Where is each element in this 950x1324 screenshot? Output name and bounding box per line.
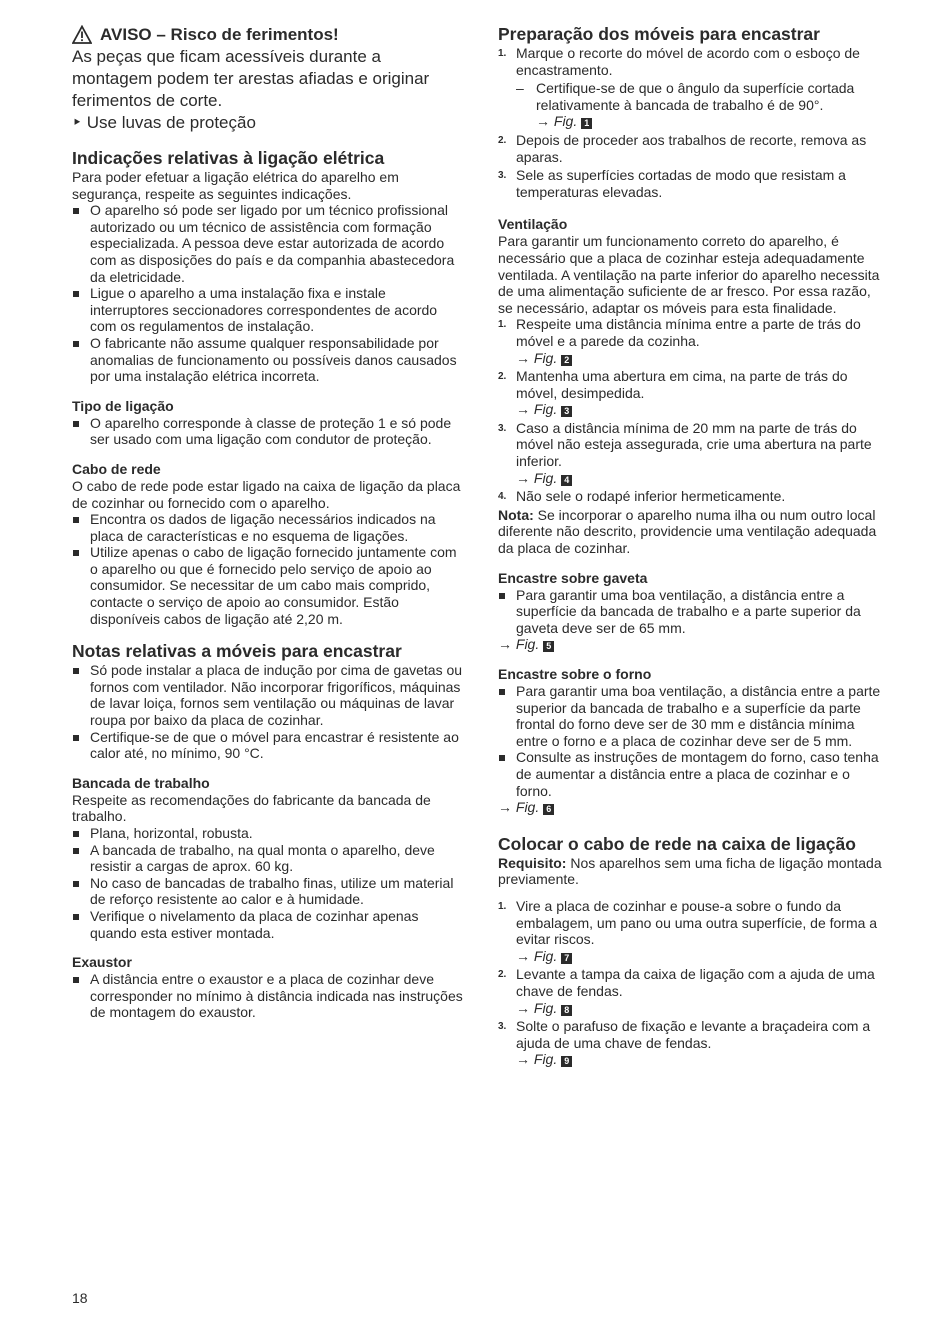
list-item: No caso de bancadas de trabalho finas, utilize um material de reforço resistente ao calor e à humidade. — [72, 875, 464, 908]
numbered-step — [498, 167, 888, 200]
step-number: 3. — [498, 170, 507, 182]
step-number: 3. — [498, 1021, 507, 1033]
sub-step: – Certifique-se de que o ângulo da superfície cortada relativamente à bancada de trabalho é de 90°. — [516, 80, 888, 113]
figure-number-badge: 7 — [561, 953, 572, 964]
figure-number-badge: 3 — [561, 406, 572, 417]
figure-label: → Fig. — [536, 113, 578, 130]
drawer-list — [498, 587, 888, 637]
subheading-extractor: Exaustor — [72, 954, 132, 971]
figure-label: → Fig. — [516, 401, 558, 418]
warning-triangle-icon — [72, 25, 92, 45]
step-text: Não sele o rodapé inferior hermeticamente. — [516, 488, 786, 505]
requirement-label: Requisito: — [498, 854, 567, 871]
list-item: Verifique o nivelamento da placa de cozinhar apenas quando esta estiver montada. — [72, 908, 464, 941]
list-item: Ligue o aparelho a uma instalação fixa e instale interruptores seccionadores correspondentes de acordo com os regulamentos de instalação. — [72, 285, 464, 335]
note-label: Nota: — [498, 506, 534, 523]
step-number: 2. — [498, 371, 507, 383]
subheading-ventilation: Ventilação — [498, 216, 568, 233]
figure-label: → Fig. — [498, 636, 540, 653]
worktop-intro: Respeite as recomendações do fabricante da bancada de trabalho. — [72, 791, 431, 825]
figure-label: → Fig. — [516, 349, 558, 366]
numbered-step — [498, 1018, 888, 1068]
electrical-intro: Para poder efetuar a ligação elétrica do aparelho em segurança, respeite as seguintes indicações. — [72, 169, 399, 202]
list-item: Só pode instalar a placa de indução por cima de gavetas ou fornos com ventilador. Não incorporar frigoríficos, máquinas de lavar loiça, fornos sem ventilação ou máquinas de lavar roupa por baixo da placa de cozinhar. — [72, 662, 464, 728]
right-column — [498, 24, 888, 1070]
requirement-text: Nos aparelhos sem uma ficha de ligação montada previamente. — [498, 854, 882, 888]
list-item: A bancada de trabalho, na qual monta o aparelho, deve resistir a cargas de aprox. 60 kg. — [72, 842, 464, 875]
figure-number-badge: 6 — [543, 804, 554, 815]
subheading-worktop: Bancada de trabalho — [72, 774, 210, 791]
step-number: 2. — [498, 134, 507, 146]
numbered-step — [498, 368, 888, 418]
step-number: 3. — [498, 422, 507, 434]
step-text: Solte o parafuso de fixação e levante a braçadeira com a ajuda de uma chave de fendas. — [516, 1018, 871, 1051]
figure-number-badge: 5 — [543, 641, 554, 652]
numbered-step — [498, 898, 888, 964]
figure-label: → Fig. — [516, 947, 558, 964]
figure-reference — [516, 113, 888, 130]
figure-label: → Fig. — [516, 999, 558, 1016]
note-text: Se incorporar o aparelho numa ilha ou num outro local diferente não descrito, providencie uma ventilação adequada da placa de cozinhar. — [498, 506, 877, 557]
connection-type-list — [72, 415, 464, 448]
warning-title: AVISO – Risco de ferimentos! — [100, 25, 339, 44]
section-heading-furniture: Notas relativas a móveis para encastrar — [72, 641, 402, 662]
step-text: Marque o recorte do móvel de acordo com o esboço de encastramento. — [516, 45, 860, 78]
list-item: Para garantir uma boa ventilação, a distância entre a parte superior da bancada de trabalho e a superfície da parte frontal do forno deve ser de 30 mm e distância mínima entre o forno e a placa de cozinhar deve ser de 5 mm. — [498, 683, 888, 749]
subheading-mains-cable: Cabo de rede — [72, 460, 161, 477]
figure-reference — [498, 636, 888, 653]
section-heading-cable: Colocar o cabo de rede na caixa de ligação — [498, 833, 856, 854]
figure-number-badge: 1 — [581, 118, 592, 129]
list-item: O fabricante não assume qualquer responsabilidade por anomalias de funcionamento ou possíveis danos causados por uma instalação elétrica incorreta. — [72, 335, 464, 385]
list-item: Utilize apenas o cabo de ligação fornecido juntamente com o aparelho ou que é fornecido pelo serviço de apoio ao consumidor. Se necessitar de um cabo mais comprido, contacte o serviço de apoio ao consumidor. Estão disponíveis cabos de ligação até 2,20 m. — [72, 544, 464, 627]
list-item: Para garantir uma boa ventilação, a distância entre a superfície da bancada de trabalho e a parte superior da gaveta deve ser de 65 mm. — [498, 587, 888, 637]
mains-cable-list — [72, 511, 464, 627]
cable-steps — [498, 898, 888, 1068]
furniture-list — [72, 662, 464, 762]
subheading-connection-type: Tipo de ligação — [72, 397, 174, 414]
step-text: Depois de proceder aos trabalhos de recorte, remova as aparas. — [516, 131, 867, 165]
figure-label: → Fig. — [516, 1051, 558, 1068]
figure-reference — [516, 401, 888, 418]
figure-label: → Fig. — [516, 469, 558, 486]
section-heading-electrical: Indicações relativas à ligação elétrica — [72, 148, 385, 168]
mains-cable-intro: O cabo de rede pode estar ligado na caixa de ligação da placa de cozinhar ou fornecido com o aparelho. — [72, 477, 461, 511]
figure-reference — [498, 799, 888, 816]
step-number: 1. — [498, 48, 507, 59]
figure-reference — [516, 1051, 888, 1068]
cable-requirement — [498, 855, 888, 888]
step-number: 2. — [498, 969, 507, 981]
numbered-step — [498, 966, 888, 1016]
list-item: Certifique-se de que o móvel para encastrar é resistente ao calor até, no mínimo, 90 °C. — [72, 729, 464, 762]
warning-heading — [72, 24, 464, 46]
figure-number-badge: 9 — [561, 1056, 572, 1067]
step-text: Levante a tampa da caixa de ligação com a ajuda de uma chave de fendas. — [516, 966, 875, 999]
numbered-step — [498, 488, 888, 505]
oven-list — [498, 683, 888, 799]
warning-step: ‣ Use luvas de proteção — [72, 113, 256, 132]
list-item: A distância entre o exaustor e a placa de cozinhar deve corresponder no mínimo à distância indicada nas instruções de montagem do exaustor. — [72, 971, 464, 1021]
step-number: 4. — [498, 491, 507, 503]
step-number: 1. — [498, 319, 507, 331]
step-number: 1. — [498, 900, 507, 912]
figure-number-badge: 8 — [561, 1005, 572, 1016]
figure-reference — [516, 948, 888, 965]
step-text: Respeite uma distância mínima entre a parte de trás do móvel e a parede da cozinha. — [516, 316, 861, 349]
numbered-step — [498, 316, 888, 366]
subheading-drawer: Encastre sobre gaveta — [498, 569, 648, 586]
list-item: Plana, horizontal, robusta. — [72, 825, 464, 842]
step-text: Caso a distância mínima de 20 mm na parte de trás do móvel não esteja assegurada, crie uma abertura na parte inferior. — [516, 419, 872, 470]
ventilation-intro: Para garantir um funcionamento correto do aparelho, é necessário que a placa de cozinhar esteja adequadamente ventilada. A ventilação na parte inferior do aparelho necessita de uma alimentação suficiente de ar fresco. Por essa razão, se necessário, adaptar os móveis para esta finalidade. — [498, 233, 880, 316]
page-number: 18 — [72, 1290, 88, 1306]
figure-reference — [516, 350, 888, 367]
preparation-steps — [498, 45, 888, 200]
list-item: O aparelho corresponde à classe de proteção 1 e só pode ser usado com uma ligação com condutor de proteção. — [72, 415, 464, 448]
section-heading-preparation: Preparação dos móveis para encastrar — [498, 24, 820, 44]
numbered-step — [498, 132, 888, 165]
list-item: O aparelho só pode ser ligado por um técnico profissional autorizado ou um técnico de assistência com formação especializada. A pessoa deve estar autorizada de acordo com as disposições do país e da companhia abastecedora da eletricidade. — [72, 202, 464, 285]
figure-reference — [516, 1000, 888, 1017]
subheading-oven: Encastre sobre o forno — [498, 666, 652, 682]
ventilation-steps — [498, 316, 888, 505]
step-text: Mantenha uma abertura em cima, na parte de trás do móvel, desimpedida. — [516, 368, 848, 401]
figure-number-badge: 4 — [561, 475, 572, 486]
list-item: Consulte as instruções de montagem do forno, caso tenha de aumentar a distância entre a placa de cozinhar e o forno. — [498, 749, 888, 799]
list-item: Encontra os dados de ligação necessários indicados na placa de características e no esquema de ligações. — [72, 511, 464, 544]
figure-number-badge: 2 — [561, 355, 572, 366]
left-column — [72, 24, 464, 1021]
figure-label: → Fig. — [498, 799, 540, 816]
ventilation-note — [498, 507, 888, 557]
step-text: Vire a placa de cozinhar e pouse-a sobre o fundo da embalagem, um pano ou uma outra superfície, de forma a evitar riscos. — [516, 897, 878, 948]
worktop-list — [72, 825, 464, 941]
step-text: Sele as superfícies cortadas de modo que resistam a temperaturas elevadas. — [516, 167, 846, 200]
numbered-step — [498, 45, 888, 130]
numbered-step — [498, 420, 888, 486]
extractor-list — [72, 971, 464, 1021]
electrical-list — [72, 202, 464, 385]
figure-reference — [516, 470, 888, 487]
warning-text: As peças que ficam acessíveis durante a montagem podem ter arestas afiadas e originar ferimentos de corte. — [72, 47, 430, 110]
